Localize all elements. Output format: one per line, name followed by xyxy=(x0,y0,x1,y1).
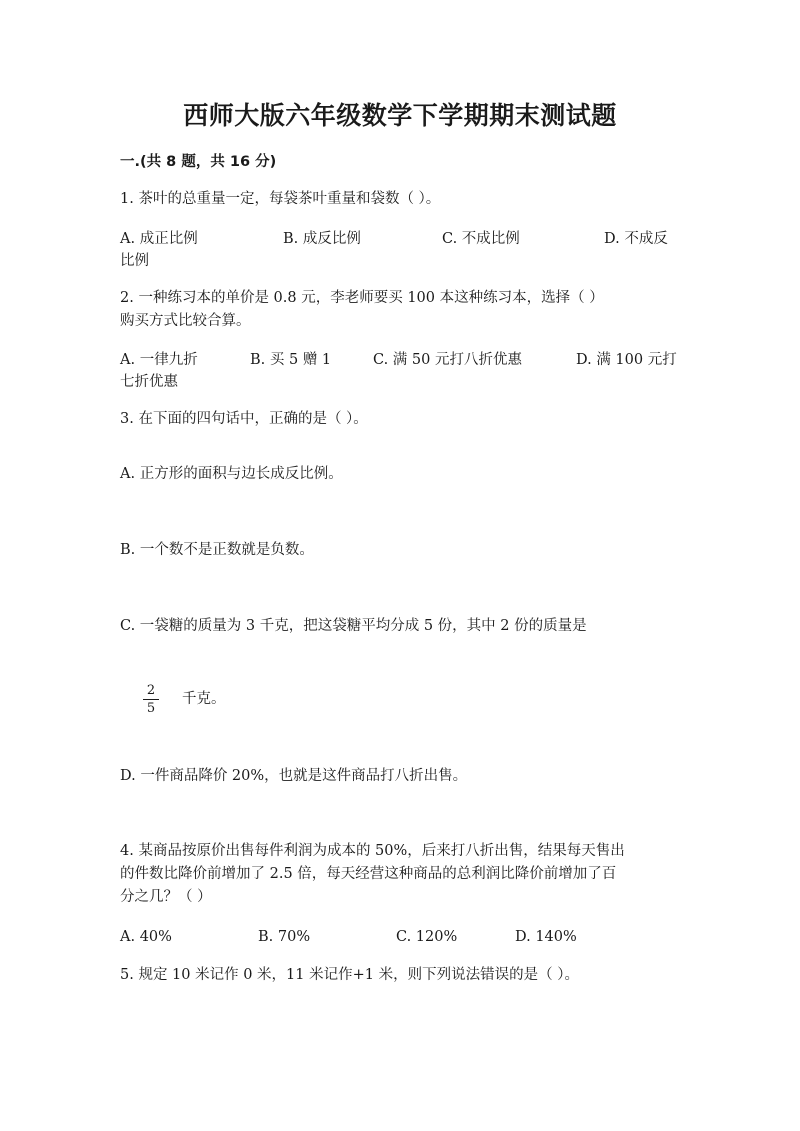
option-a: A. 成正比例 xyxy=(120,231,198,247)
question-2-line-2: 购买方式比较合算。 xyxy=(120,313,251,329)
question-2 xyxy=(120,287,685,333)
option-d: D. 不成反 xyxy=(604,231,668,247)
option-d-continued: 七折优惠 xyxy=(120,374,178,390)
option-b: B. 成反比例 xyxy=(283,231,361,247)
question-1: 1. 茶叶的总重量一定，每袋茶叶重量和袋数（ ）。 xyxy=(120,191,441,207)
question-5: 5. 规定 10 米记作 0 米，11 米记作+1 米，则下列说法错误的是（ ）。 xyxy=(120,967,579,983)
question-3-option-b: B. 一个数不是正数就是负数。 xyxy=(120,542,314,558)
question-2-line-1: 2. 一种练习本的单价是 0.8 元，李老师要买 100 本这种练习本，选择（ ） xyxy=(120,290,604,306)
fraction-denominator: 5 xyxy=(146,701,156,716)
option-c: C. 满 50 元打八折优惠 xyxy=(373,352,522,368)
option-c: C. 不成比例 xyxy=(442,231,520,247)
fraction-numerator: 2 xyxy=(143,683,159,700)
option-b: B. 70% xyxy=(258,929,311,945)
option-a: A. 40% xyxy=(120,929,172,945)
question-4-line-1: 4. 某商品按原价出售每件利润为成本的 50%，后来打八折出售，结果每天售出 xyxy=(120,843,625,859)
option-d-continued: 比例 xyxy=(120,253,149,269)
option-c: C. 120% xyxy=(396,929,458,945)
fraction xyxy=(143,683,159,716)
question-3-option-a: A. 正方形的面积与边长成反比例。 xyxy=(120,466,343,482)
option-a: A. 一律九折 xyxy=(120,352,198,368)
question-3-option-d: D. 一件商品降价 20%，也就是这件商品打八折出售。 xyxy=(120,768,468,784)
section-heading: 一.(共 8 题，共 16 分) xyxy=(120,154,277,170)
question-3: 3. 在下面的四句话中，正确的是（ ）。 xyxy=(120,411,368,427)
question-4-line-3: 分之几？（ ） xyxy=(120,889,212,905)
question-4 xyxy=(120,840,685,909)
option-b: B. 买 5 赠 1 xyxy=(250,352,332,368)
option-d: D. 满 100 元打 xyxy=(576,352,677,368)
option-d: D. 140% xyxy=(515,929,577,945)
page-title: 西师大版六年级数学下学期期末测试题 xyxy=(183,101,617,130)
question-3-option-c: C. 一袋糖的质量为 3 千克，把这袋糖平均分成 5 份，其中 2 份的质量是 xyxy=(120,618,587,634)
question-3-option-c-tail: 千克。 xyxy=(182,691,226,707)
question-4-line-2: 的件数比降价前增加了 2.5 倍，每天经营这种商品的总利润比降价前增加了百 xyxy=(120,866,617,882)
